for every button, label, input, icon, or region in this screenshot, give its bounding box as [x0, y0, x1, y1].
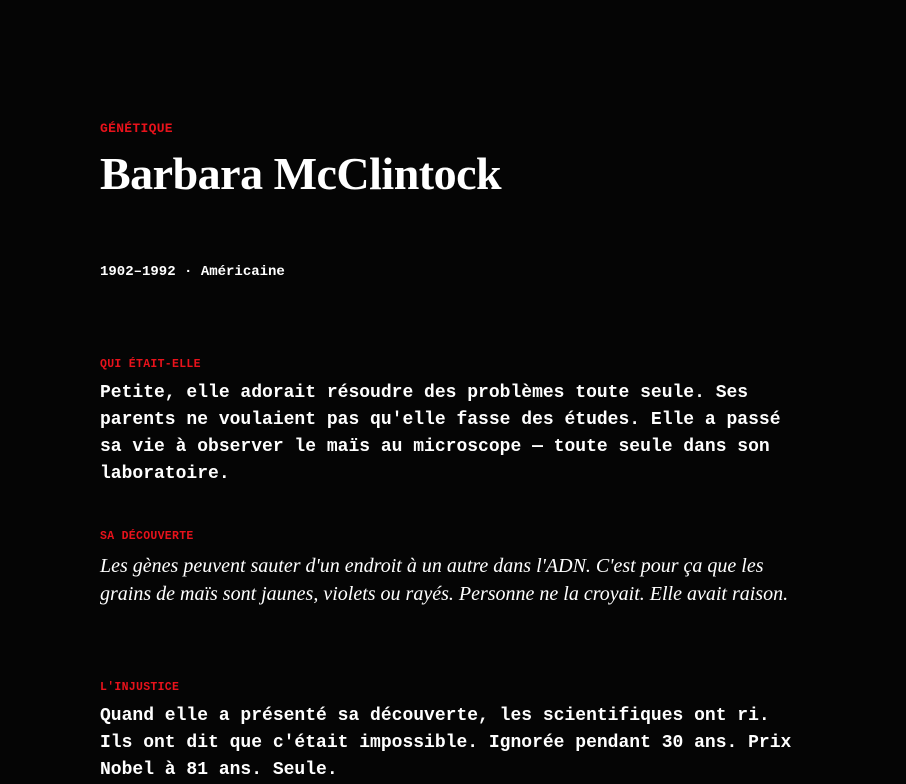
person-name: Barbara McClintock: [100, 148, 502, 199]
section-text: Quand elle a présenté sa découverte, les scientifiques ont ri. Ils ont dit que c'était impossible. Ignorée pendant 30 ans. Prix Nobel à 81 ans. Seule.: [100, 706, 792, 780]
section-who: [100, 358, 812, 488]
section-label: L'INJUSTICE: [100, 681, 180, 694]
category-label: GÉNÉTIQUE: [100, 121, 173, 136]
section-label: QUI ÉTAIT-ELLE: [100, 358, 201, 371]
section-text: Petite, elle adorait résoudre des problèmes toute seule. Ses parents ne voulaient pas qu'elle fasse des études. Elle a passé sa vie à observer le maïs au microscope — toute seule dans son laboratoire.: [100, 383, 781, 484]
section-label: SA DÉCOUVERTE: [100, 530, 194, 543]
section-discovery: [100, 530, 812, 608]
lifespan-nationality: 1902–1992 · Américaine: [100, 264, 285, 280]
section-text: Les gènes peuvent sauter d'un endroit à un autre dans l'ADN. C'est pour ça que les grains de maïs sont jaunes, violets ou rayés. Personne ne la croyait. Elle avait raison.: [100, 555, 789, 605]
profile-header: [100, 121, 812, 281]
section-injustice: [100, 681, 812, 784]
